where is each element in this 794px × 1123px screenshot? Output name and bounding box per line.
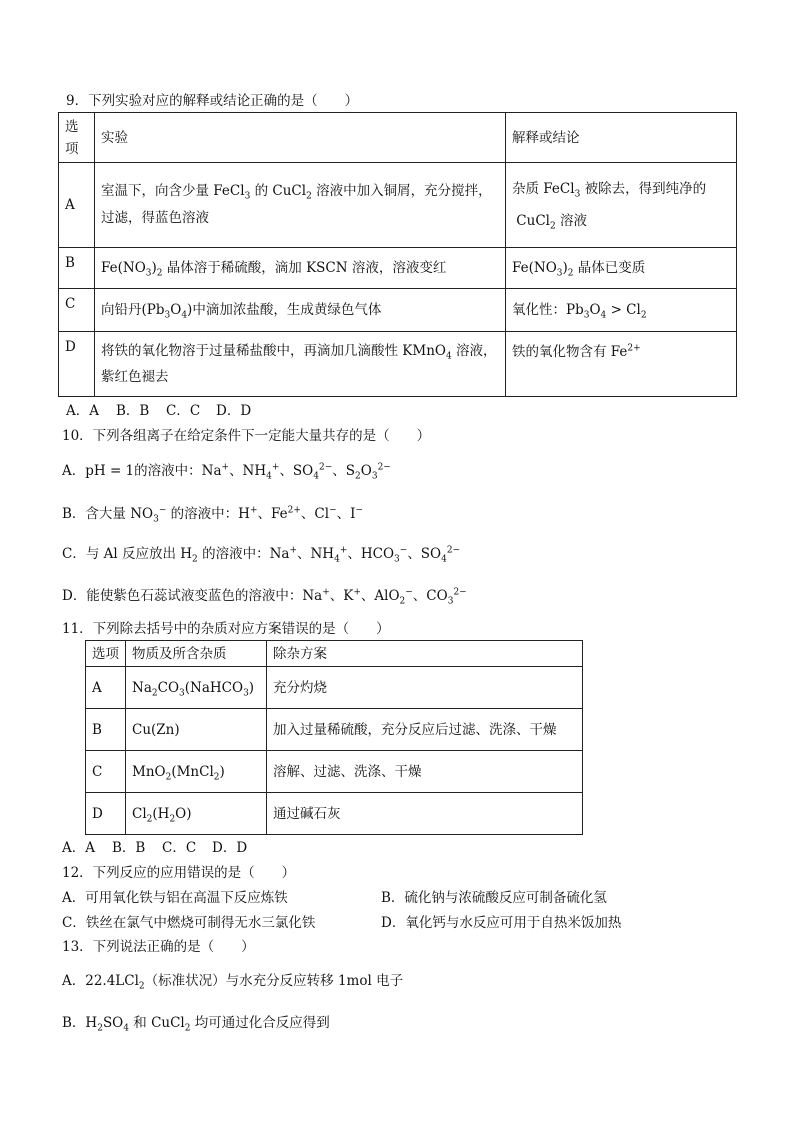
q11-choices xyxy=(62,839,262,857)
row-experiment: 向铅丹$(Pb_3O_4)$中滴加浓盐酸，生成黄绿色气体 xyxy=(95,289,506,332)
row-conclusion: 氧化性：$Pb_3O_4 > Cl_2$ xyxy=(506,289,737,332)
header-method: 除杂方案 xyxy=(267,641,583,667)
q11-stem: 11．下列除去括号中的杂质对应方案错误的是（ ） xyxy=(62,621,390,637)
table-row xyxy=(59,289,737,332)
row-method: 加入过量稀硫酸，充分反应后过滤、洗涤、干燥 xyxy=(267,709,583,751)
q10-stem: 10．下列各组离子在给定条件下一定能大量共存的是（ ） xyxy=(62,428,431,444)
choice-c[interactable]: C．C xyxy=(166,403,201,419)
row-experiment: 室温下，向含少量 FeCl$_3$ 的 CuCl$_2$ 溶液中加入铜屑，充分搅拌， 过滤，得蓝色溶液 xyxy=(95,163,506,248)
q10-option-d[interactable]: D．能使紫色石蕊试液变蓝色的溶液中：Na+、K+、AlO$_2$−、$CO_3^{2-}$ xyxy=(62,587,467,607)
q13-stem: 13．下列说法正确的是（ ） xyxy=(62,939,255,955)
row-option: A xyxy=(59,163,95,248)
table-row xyxy=(86,667,583,709)
header-conclusion: 解释或结论 xyxy=(506,113,737,163)
table-row xyxy=(86,793,583,835)
q12-option-a[interactable]: A．可用氧化铁与铝在高温下反应炼铁 xyxy=(62,890,288,906)
table-row xyxy=(59,163,737,248)
row-method: 通过碱石灰 xyxy=(267,793,583,835)
row-option: C xyxy=(86,751,126,793)
choice-a[interactable]: A．A xyxy=(66,403,99,419)
table-row xyxy=(86,641,583,667)
q12-option-b[interactable]: B．硫化钠与浓硫酸反应可制备硫化氢 xyxy=(381,890,607,906)
table-row xyxy=(86,751,583,793)
row-experiment: $Fe(NO_3)_2$ 晶体溶于稀硫酸，滴加 KSCN 溶液，溶液变红 xyxy=(95,248,506,289)
q10-option-a[interactable]: A．pH = 1的溶液中：Na+、$NH_4^+$、$SO_4^{2-}$、$S_2O_3^{2-}$ xyxy=(62,462,391,482)
table-row xyxy=(59,248,737,289)
table-row xyxy=(59,113,737,163)
q10-option-c[interactable]: C．与 Al 反应放出 $H_2$ 的溶液中：Na+、$NH_4^+$、$HCO_3^-$、$SO_4^{2-}$ xyxy=(62,545,461,565)
q9-table xyxy=(58,112,737,397)
choice-d[interactable]: D．D xyxy=(216,403,252,419)
q9-stem: 9．下列实验对应的解释或结论正确的是（ ） xyxy=(66,93,359,109)
row-experiment: 将铁的氧化物溶于过量稀盐酸中，再滴加几滴酸性 KMnO$_4$ 溶液， 紫红色褪去 xyxy=(95,332,506,397)
q13-option-b[interactable]: B．$H_2SO_4$ 和 CuCl$_2$ 均可通过化合反应得到 xyxy=(62,1015,330,1034)
q12-option-d[interactable]: D．氧化钙与水反应可用于自热米饭加热 xyxy=(381,915,622,931)
header-experiment: 实验 xyxy=(95,113,506,163)
row-option: A xyxy=(86,667,126,709)
choice-c[interactable]: C．C xyxy=(162,840,197,856)
row-method: 溶解、过滤、洗涤、干燥 xyxy=(267,751,583,793)
row-option: D xyxy=(86,793,126,835)
header-substance: 物质及所含杂质 xyxy=(126,641,267,667)
choice-a[interactable]: A．A xyxy=(62,840,95,856)
row-substance: MnO$_2$(MnCl$_2$) xyxy=(126,751,267,793)
q11-table xyxy=(85,640,583,835)
row-option: B xyxy=(86,709,126,751)
row-option: B xyxy=(59,248,95,289)
row-substance: Cu(Zn) xyxy=(126,709,267,751)
choice-d[interactable]: D．D xyxy=(212,840,248,856)
row-substance: $Na_2CO_3(NaHCO_3)$ xyxy=(126,667,267,709)
row-substance: $Cl_2(H_2O)$ xyxy=(126,793,267,835)
header-option: 选 项 xyxy=(59,113,95,163)
table-row xyxy=(59,332,737,397)
header-option: 选项 xyxy=(86,641,126,667)
row-option: C xyxy=(59,289,95,332)
choice-b[interactable]: B．B xyxy=(112,840,146,856)
q13-option-a[interactable]: A．22.4LCl$_2$（标准状况）与水充分反应转移 1mol 电子 xyxy=(62,973,404,992)
row-option: D xyxy=(59,332,95,397)
q12-option-c[interactable]: C．铁丝在氯气中燃烧可制得无水三氯化铁 xyxy=(62,915,316,931)
table-row xyxy=(86,709,583,751)
q12-stem: 12．下列反应的应用错误的是（ ） xyxy=(62,865,296,881)
row-conclusion: 杂质 FeCl$_3$ 被除去，得到纯净的 CuCl$_2$ 溶液 xyxy=(506,163,737,248)
row-conclusion: $Fe(NO_3)_2$ 晶体已变质 xyxy=(506,248,737,289)
choice-b[interactable]: B．B xyxy=(116,403,150,419)
q9-choices xyxy=(66,402,266,420)
q10-option-b[interactable]: B．含大量 $NO_3^-$ 的溶液中：H+、$Fe^{2+}$、Cl−、I− xyxy=(62,505,363,525)
row-conclusion: 铁的氧化物含有 $Fe^{2+}$ xyxy=(506,332,737,397)
row-method: 充分灼烧 xyxy=(267,667,583,709)
